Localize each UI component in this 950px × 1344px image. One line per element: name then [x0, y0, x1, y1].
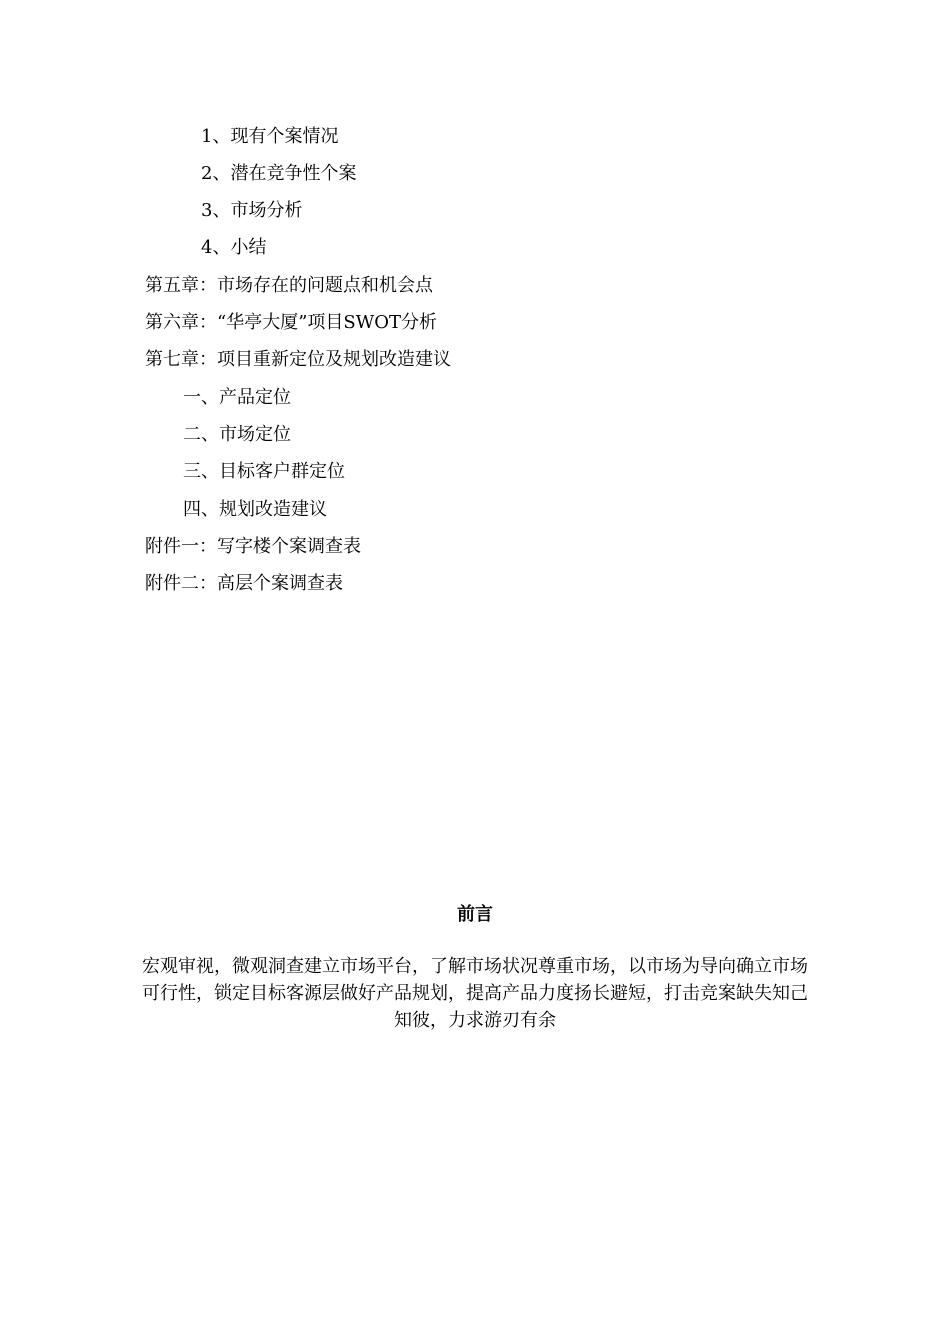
toc-item: 四、规划改造建议: [183, 499, 327, 520]
toc-appendix: 附件二：高层个案调查表: [145, 573, 343, 594]
toc-item: 4、小结: [201, 237, 267, 258]
toc-item: 一、产品定位: [183, 387, 291, 408]
toc-chapter: 第七章：项目重新定位及规划改造建议: [145, 349, 451, 370]
toc-chapter: 第五章：市场存在的问题点和机会点: [145, 275, 433, 296]
toc-item: 2、潜在竞争性个案: [201, 163, 357, 184]
toc-chapter: 第六章：“华亭大厦”项目SWOT分析: [145, 312, 437, 333]
toc-item: 三、目标客户群定位: [183, 461, 345, 482]
toc-item: 3、市场分析: [201, 200, 303, 221]
preface-title: 前言: [457, 904, 493, 925]
preface-body: 宏观审视，微观洞查建立市场平台，了解市场状况尊重市场，以市场为导向确立市场可行性，锁定目标客源层做好产品规划，提高产品力度扬长避短，打击竞案缺失知己知彼，力求游刃有余: [142, 956, 808, 1031]
toc-item: 二、市场定位: [183, 424, 291, 445]
toc-item: 1、现有个案情况: [201, 126, 339, 147]
toc-appendix: 附件一：写字楼个案调查表: [145, 536, 361, 557]
